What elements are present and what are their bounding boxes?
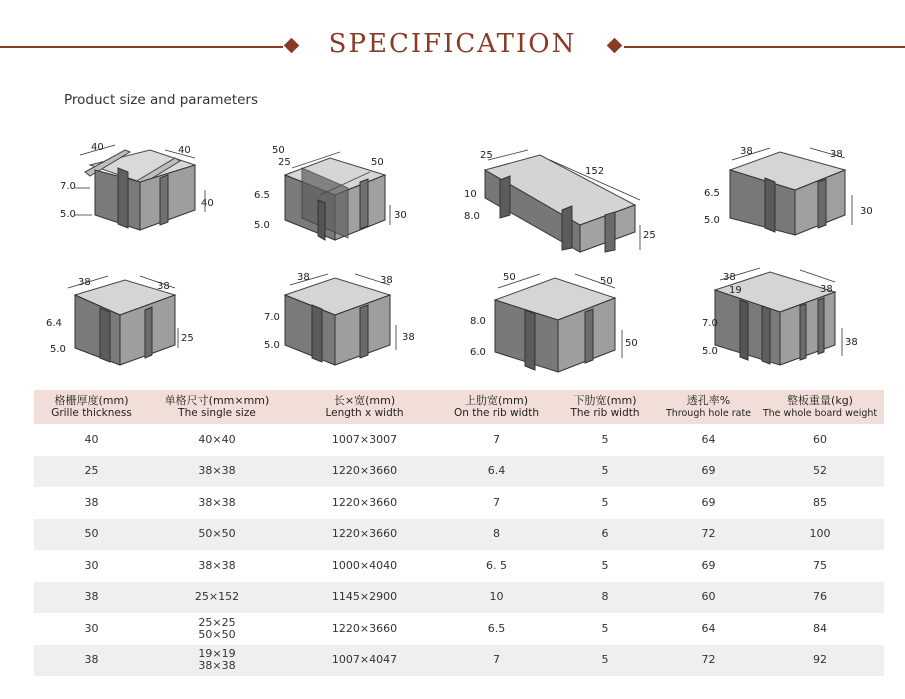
cell-size: 50×50 bbox=[149, 519, 285, 551]
table-row bbox=[34, 424, 884, 456]
cell-weight: 92 bbox=[756, 645, 884, 677]
grating-figure-2 bbox=[230, 0, 440, 260]
section-subtitle: Product size and parameters bbox=[64, 92, 259, 108]
dimension-label: 40 bbox=[178, 145, 191, 156]
cell-weight: 75 bbox=[813, 558, 827, 572]
cell-size: 38×38 bbox=[198, 495, 236, 509]
cell-thickness: 30 bbox=[84, 558, 99, 572]
dimension-label: 6.4 bbox=[46, 318, 62, 329]
cell-top-rib: 7 bbox=[444, 645, 549, 677]
table-row bbox=[34, 487, 884, 519]
grating-drawing-1 bbox=[0, 0, 230, 260]
dimension-label: 38 bbox=[830, 149, 843, 160]
dimension-label: 10 bbox=[464, 189, 477, 200]
col-header-bottom-rib: 下肋宽(mm) The rib width bbox=[549, 390, 661, 424]
table-row bbox=[34, 456, 884, 488]
cell-length-width: 1220×3660 bbox=[285, 456, 444, 488]
table-header-row bbox=[34, 390, 884, 424]
cell-weight: 85 bbox=[813, 495, 827, 509]
grating-figure-6 bbox=[230, 260, 440, 380]
cell-top-rib: 6.4 bbox=[444, 456, 549, 488]
dimension-label: 50 bbox=[371, 157, 384, 168]
cell-size: 40×40 bbox=[198, 432, 236, 446]
cell-thickness: 50 bbox=[34, 519, 149, 551]
cell-hole-rate: 64 bbox=[701, 621, 716, 635]
dimension-label: 50 bbox=[600, 276, 613, 287]
cell-weight: 76 bbox=[756, 582, 884, 614]
cell-length-width: 1220×3660 bbox=[285, 519, 444, 551]
grating-figure-7 bbox=[440, 260, 670, 380]
dimension-label: 7.0 bbox=[60, 181, 76, 192]
dimension-label: 6.0 bbox=[470, 347, 486, 358]
dimension-label: 50 bbox=[503, 272, 516, 283]
col-header-hole-rate: 透孔率% Through hole rate bbox=[661, 390, 756, 424]
dimension-label: 38 bbox=[157, 281, 170, 292]
dimension-label: 50 bbox=[625, 338, 638, 349]
dimension-label: 5.0 bbox=[264, 340, 280, 351]
cell-size: 38×38 bbox=[198, 558, 236, 572]
cell-weight: 52 bbox=[756, 456, 884, 488]
cell-hole-rate: 69 bbox=[701, 558, 716, 572]
cell-thickness: 30 bbox=[84, 621, 99, 635]
cell-top-rib: 6. 5 bbox=[486, 558, 507, 572]
cell-bottom-rib: 5 bbox=[601, 432, 609, 446]
cell-weight: 84 bbox=[813, 621, 827, 635]
dimension-label: 25 bbox=[278, 157, 291, 168]
col-header-length-width: 长×宽(mm) Length x width bbox=[285, 390, 444, 424]
table-row bbox=[34, 519, 884, 551]
grating-drawing-6 bbox=[230, 260, 440, 380]
dimension-label: 38 bbox=[402, 332, 415, 343]
dimension-label: 40 bbox=[91, 142, 104, 153]
dimension-label: 50 bbox=[272, 145, 285, 156]
dimension-label: 152 bbox=[585, 166, 605, 177]
cell-hole-rate: 60 bbox=[661, 582, 756, 614]
dimension-label: 25 bbox=[643, 230, 656, 241]
dimension-label: 38 bbox=[740, 146, 753, 157]
cell-bottom-rib: 5 bbox=[601, 621, 609, 635]
table-row bbox=[34, 613, 884, 645]
cell-length-width: 1220×3660 bbox=[331, 495, 398, 509]
cell-thickness: 40 bbox=[84, 432, 99, 446]
grating-drawing-5 bbox=[0, 260, 230, 380]
table-row bbox=[34, 645, 884, 677]
dimension-label: 25 bbox=[181, 333, 194, 344]
col-header-weight: 整板重量(kg) The whole board weight bbox=[756, 390, 884, 424]
cell-thickness: 38 bbox=[84, 495, 99, 509]
dimension-label: 5.0 bbox=[60, 209, 76, 220]
dimension-label: 7.0 bbox=[702, 318, 718, 329]
col-header-thickness: 格栅厚度(mm) Grille thickness bbox=[34, 390, 149, 424]
grating-figure-3 bbox=[440, 0, 670, 260]
cell-top-rib: 7 bbox=[493, 432, 500, 446]
dimension-label: 25 bbox=[480, 150, 493, 161]
dimension-label: 8.0 bbox=[464, 211, 480, 222]
dimension-label: 6.5 bbox=[704, 188, 720, 199]
cell-weight: 60 bbox=[813, 432, 827, 446]
cell-thickness: 25 bbox=[34, 456, 149, 488]
grating-figure-5 bbox=[0, 260, 230, 380]
cell-weight: 100 bbox=[756, 519, 884, 551]
table-row bbox=[34, 582, 884, 614]
cell-hole-rate: 64 bbox=[701, 432, 716, 446]
cell-hole-rate: 69 bbox=[701, 495, 716, 509]
dimension-label: 38 bbox=[845, 337, 858, 348]
dimension-label: 5.0 bbox=[50, 344, 66, 355]
cell-thickness: 38 bbox=[34, 582, 149, 614]
page-title: SPECIFICATION bbox=[328, 29, 577, 59]
col-header-top-rib: 上肋宽(mm) On the rib width bbox=[444, 390, 549, 424]
cell-length-width: 1000×4040 bbox=[331, 558, 398, 572]
cell-length-width: 1007×3007 bbox=[331, 432, 398, 446]
cell-top-rib: 8 bbox=[444, 519, 549, 551]
dimension-label: 5.0 bbox=[704, 215, 720, 226]
grating-figure-4 bbox=[670, 0, 905, 260]
cell-bottom-rib: 5 bbox=[601, 558, 609, 572]
table-row bbox=[34, 550, 884, 582]
dimension-label: 38 bbox=[723, 272, 736, 283]
cell-hole-rate: 72 bbox=[661, 645, 756, 677]
cell-hole-rate: 69 bbox=[661, 456, 756, 488]
cell-size: 19×19 38×38 bbox=[149, 645, 285, 677]
cell-hole-rate: 72 bbox=[661, 519, 756, 551]
dimension-label: 5.0 bbox=[254, 220, 270, 231]
dimension-label: 38 bbox=[820, 284, 833, 295]
cell-bottom-rib: 8 bbox=[549, 582, 661, 614]
cell-bottom-rib: 5 bbox=[549, 456, 661, 488]
grating-figure-8 bbox=[670, 260, 905, 380]
cell-thickness: 38 bbox=[34, 645, 149, 677]
cell-size: 25×25 50×50 bbox=[198, 615, 236, 641]
dimension-label: 30 bbox=[394, 210, 407, 221]
dimension-label: 38 bbox=[380, 275, 393, 286]
dimension-label: 8.0 bbox=[470, 316, 486, 327]
cell-size: 25×152 bbox=[149, 582, 285, 614]
cell-length-width: 1007×4047 bbox=[285, 645, 444, 677]
dimension-label: 38 bbox=[297, 272, 310, 283]
dimension-label: 5.0 bbox=[702, 346, 718, 357]
spec-table bbox=[34, 390, 884, 676]
cell-bottom-rib: 5 bbox=[549, 645, 661, 677]
grating-figure-1 bbox=[0, 0, 230, 260]
dimension-label: 6.5 bbox=[254, 190, 270, 201]
dimension-label: 38 bbox=[78, 277, 91, 288]
cell-top-rib: 10 bbox=[444, 582, 549, 614]
cell-bottom-rib: 6 bbox=[549, 519, 661, 551]
dimension-label: 19 bbox=[729, 285, 742, 296]
dimension-label: 7.0 bbox=[264, 312, 280, 323]
dimension-label: 30 bbox=[860, 206, 873, 217]
cell-top-rib: 7 bbox=[493, 495, 500, 509]
cell-bottom-rib: 5 bbox=[601, 495, 609, 509]
col-header-single-size: 单格尺寸(mm×mm) The single size bbox=[149, 390, 285, 424]
cell-length-width: 1220×3660 bbox=[331, 621, 398, 635]
cell-top-rib: 6.5 bbox=[487, 621, 506, 635]
cell-length-width: 1145×2900 bbox=[285, 582, 444, 614]
dimension-label: 40 bbox=[201, 198, 214, 209]
cell-size: 38×38 bbox=[149, 456, 285, 488]
